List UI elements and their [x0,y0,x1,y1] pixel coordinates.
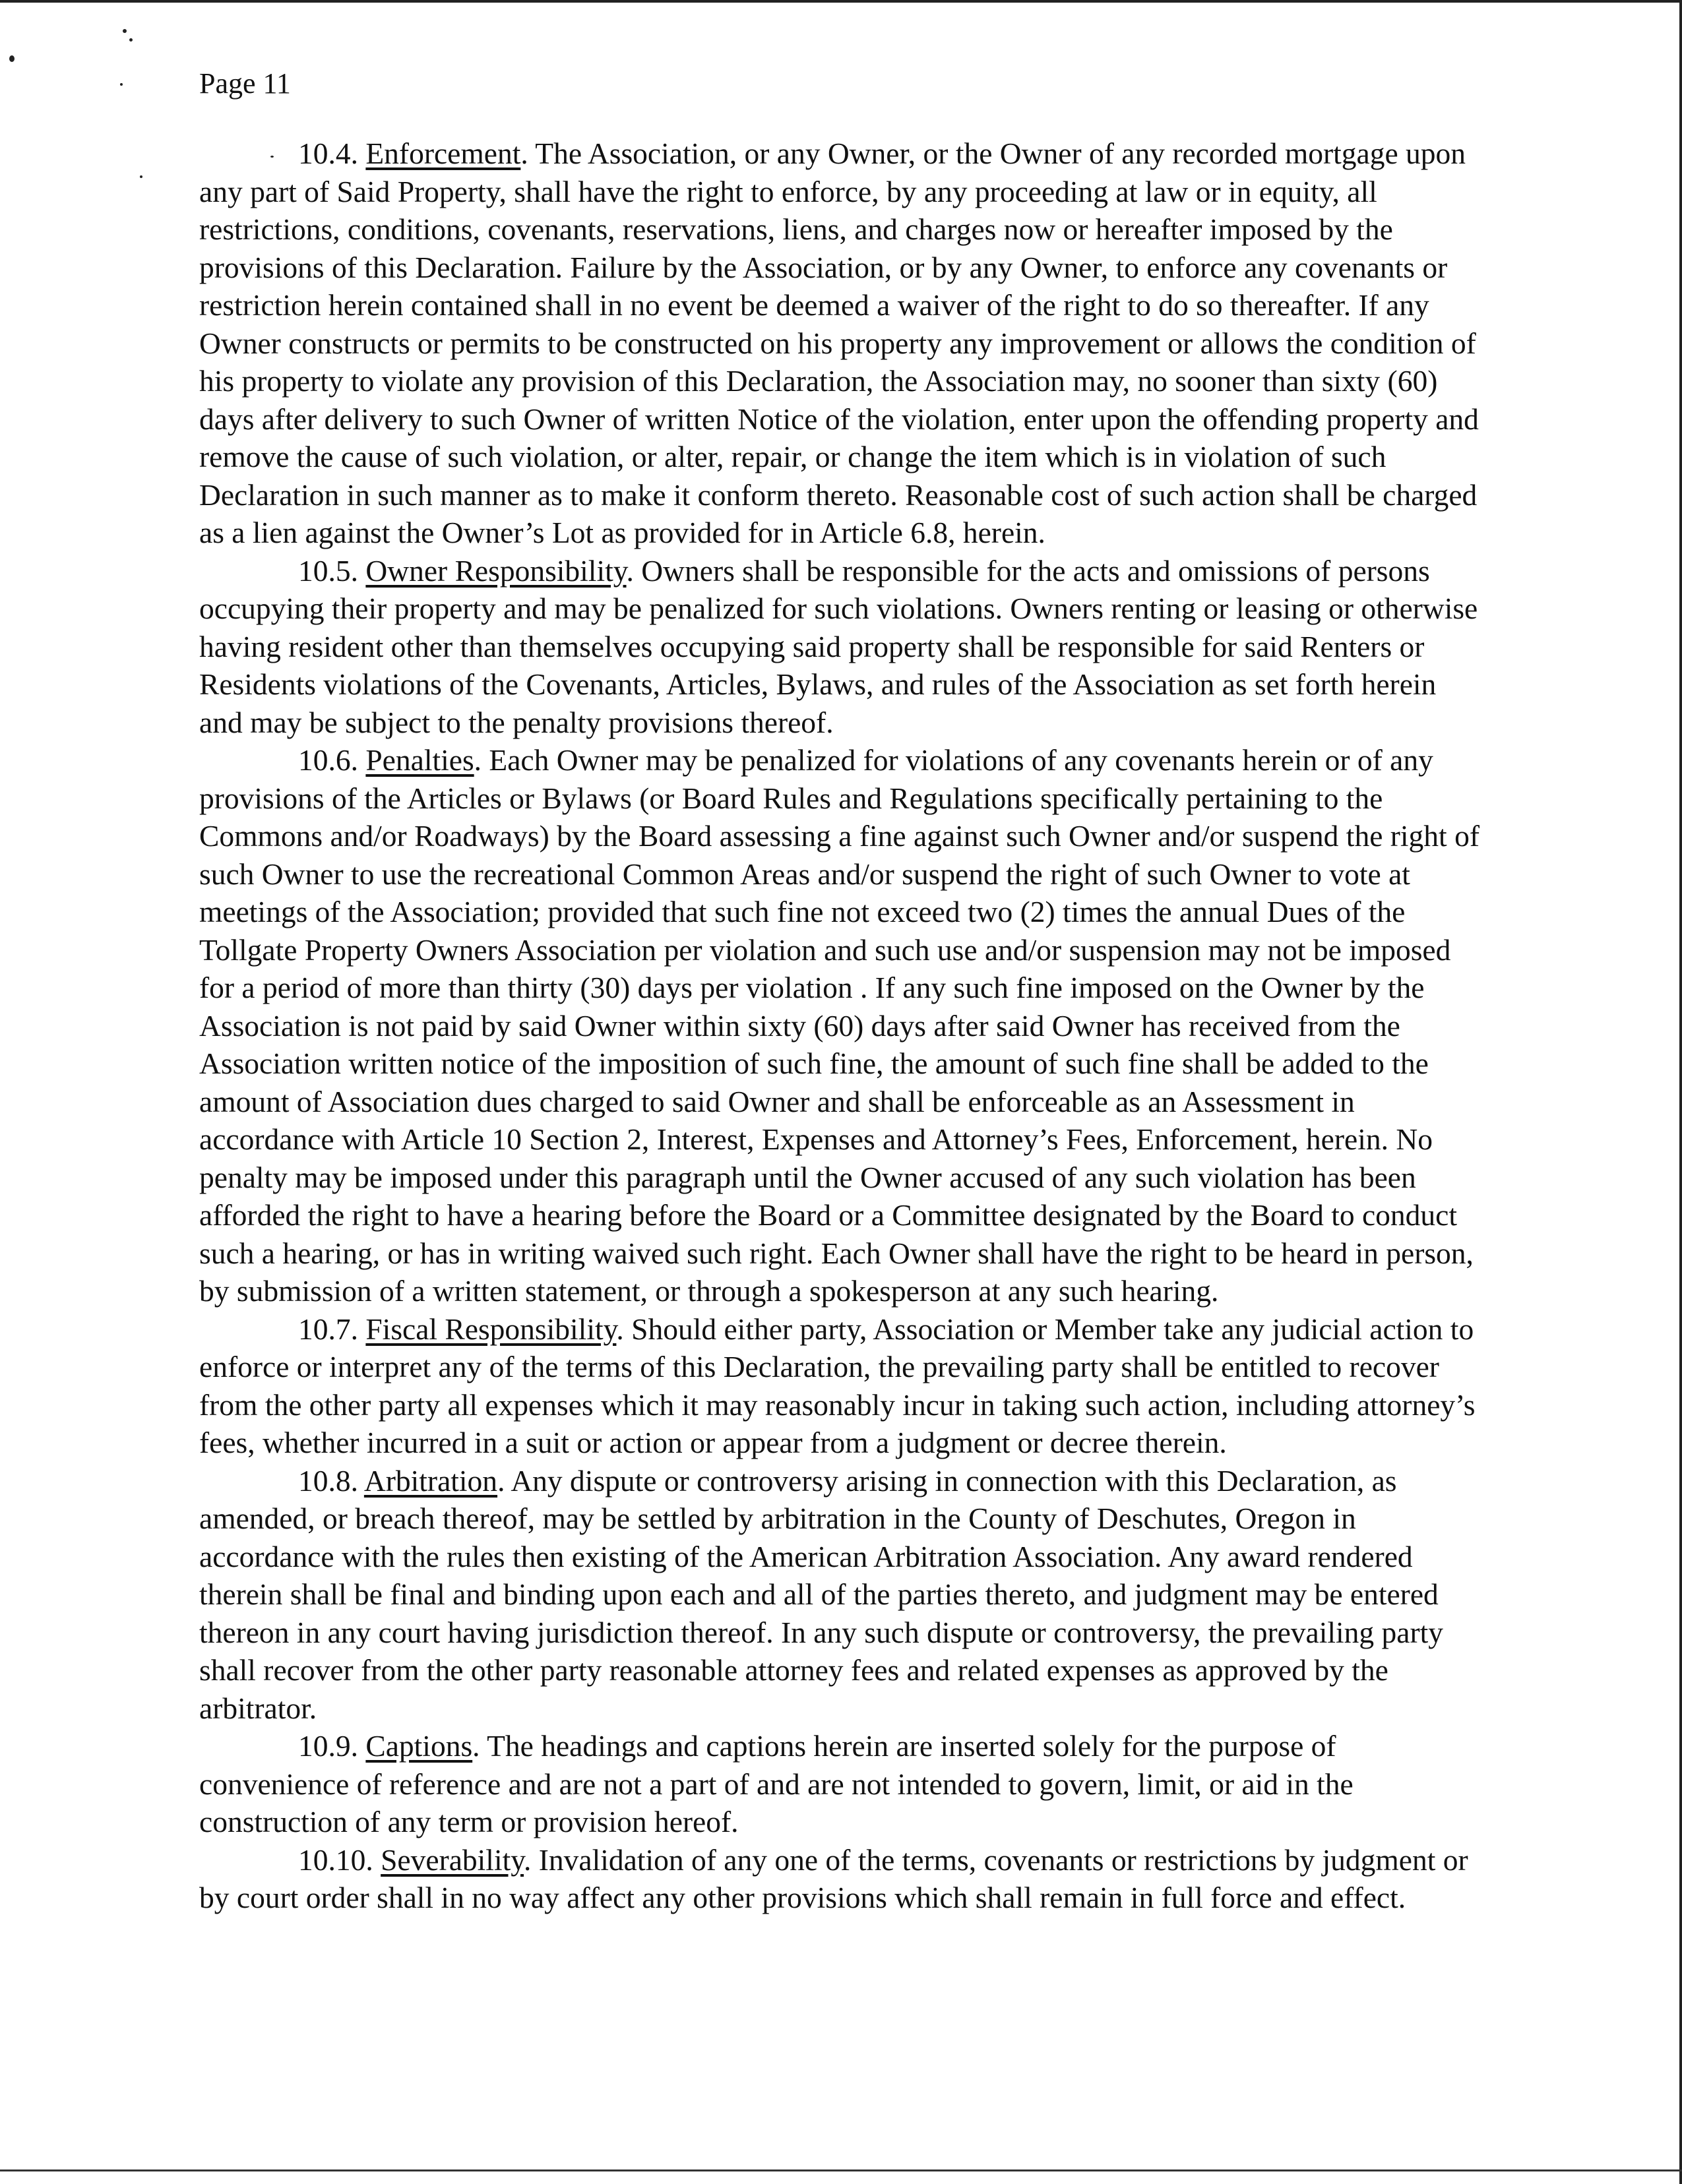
section-title: Captions [365,1729,473,1763]
section-penalties: 10.6. Penalties. Each Owner may be penalized for violations of any covenants herein or of any provisions of the Articles or Bylaws (or Board Rules and Regulations specifically pertaining to the Commons and/or Roadways) by the Board assessing a fine against such Owner and/or suspend the right of such Owner to use the recreational Common Areas and/or suspend the right of such Owner to vote at meetings of the Association; provided that such fine not exceed two (2) times the annual Dues of the Tollgate Property Owners Association per violation and such use and/or suspension may not be imposed for a period of more than thirty (30) days per violation . If any such fine imposed on the Owner by the Association is not paid by said Owner within sixty (60) days after said Owner has received from the Association written notice of the imposition of such fine, the amount of such fine shall be added to the amount of Association dues charged to said Owner and shall be enforceable as an Assessment in accordance with Article 10 Section 2, Interest, Expenses and Attorney’s Fees, Enforcement, herein. No penalty may be imposed under this paragraph until the Owner accused of any such violation has been afforded the right to have a hearing before the Board or a Committee designated by the Board to conduct such a hearing, or has in writing waived such right. Each Owner shall have the right to be heard in person, by submission of a written statement, or through a spokesperson at any such hearing. [199,743,1480,1308]
section-title: Severability [381,1842,524,1877]
scan-border-top [0,0,1682,3]
section-title: Arbitration [363,1463,498,1498]
section-body: Should either party, Association or Member take any judicial action to enforce or interpret any of the terms of this Declaration, the prevailing party shall be entitled to recover from the other party all expenses which it may reasonably incur in taking such action, including attorney’s fees, whether incurred in a suit or action or appear from a judgment or decree therein. [199,1312,1476,1459]
section-severability: 10.10. Severability. Invalidation of any one of the terms, covenants or restrictions by judgment or by court order shall in no way affect any other provisions which shall remain in full force and effect. [199,1842,1468,1914]
section-fiscal-responsibility: 10.7. Fiscal Responsibility. Should either party, Association or Member take any judicial action to enforce or interpret any of the terms of this Declaration, the prevailing party shall be entitled to recover from the other party all expenses which it may reasonably incur in taking such action, including attorney’s fees, whether incurred in a suit or action or appear from a judgment or decree therein. [199,1312,1476,1459]
section-arbitration: 10.8. Arbitration. Any dispute or controversy arising in connection with this Declaration, as amended, or breach thereof, may be settled by arbitration in the County of Deschutes, Oregon in accordance with the rules then existing of the American Arbitration Association. Any award rendered therein shall be final and binding upon each and all of the parties thereto, and judgment may be entered thereon in any court having jurisdiction thereof. In any such dispute or controversy, the prevailing party shall recover from the other party reasonable attorney fees and related expenses as approved by the arbitrator. [199,1463,1444,1725]
section-body: Invalidation of any one of the terms, covenants or restrictions by judgment or by court order shall in no way affect any other provisions which shall remain in full force and effect. [199,1842,1468,1914]
section-body: Each Owner may be penalized for violations of any covenants herein or of any provisions of the Articles or Bylaws (or Board Rules and Regulations specifically pertaining to the Commons and/or Roadways) by the Board assessing a fine against such Owner and/or suspend the right of such Owner to use the recreational Common Areas and/or suspend the right of such Owner to vote at meetings of the Association; provided that such fine not exceed two (2) times the annual Dues of the Tollgate Property Owners Association per violation and such use and/or suspension may not be imposed for a period of more than thirty (30) days per violation . If any such fine imposed on the Owner by the Association is not paid by said Owner within sixty (60) days after said Owner has received from the Association written notice of the imposition of such fine, the amount of such fine shall be added to the amount of Association dues charged to said Owner and shall be enforceable as an Assessment in accordance with Article 10 Section 2, Interest, Expenses and Attorney’s Fees, Enforcement, herein. No penalty may be imposed under this paragraph until the Owner accused of any such violation has been afforded the right to have a hearing before the Board or a Committee designated by the Board to conduct such a hearing, or has in writing waived such right. Each Owner shall have the right to be heard in person, by submission of a written statement, or through a spokesperson at any such hearing. [199,743,1480,1308]
scan-speck [123,29,127,33]
section-number: 10.5. [298,553,358,588]
section-body: The Association, or any Owner, or the Owner of any recorded mortgage upon any part of Said Property, shall have the right to enforce, by any proceeding at law or in equity, all restrictions, conditions, covenants, reservations, liens, and charges now or hereafter imposed by the provisions of this Declaration. Failure by the Association, or by any Owner, to enforce any covenants or restriction herein contained shall in no event be deemed a waiver of the right to do so thereafter. If any Owner constructs or permits to be constructed on his property any improvement or allows the condition of his property to violate any provision of this Declaration, the Association may, no sooner than sixty (60) days after delivery to such Owner of written Notice of the violation, enter upon the offending property and remove the cause of such violation, or alter, repair, or change the item which is in violation of such Declaration in such manner as to make it conform thereto. Reasonable cost of such action shall be charged as a lien against the Owner’s Lot as provided for in Article 6.8, herein. [199,136,1479,549]
section-body: Any dispute or controversy arising in connection with this Declaration, as amended, or breach thereof, may be settled by arbitration in the County of Deschutes, Oregon in accordance with the rules then existing of the American Arbitration Association. Any award rendered therein shall be final and binding upon each and all of the parties thereto, and judgment may be entered thereon in any court having jurisdiction thereof. In any such dispute or controversy, the prevailing party shall recover from the other party reasonable attorney fees and related expenses as approved by the arbitrator. [199,1463,1444,1725]
section-captions: 10.9. Captions. The headings and captions herein are inserted solely for the purpose of convenience of reference and are not a part of and are not intended to govern, limit, or aid in the construction of any term or provision hereof. [199,1729,1354,1838]
section-number: 10.7. [298,1312,358,1346]
page-number: Page 11 [199,67,291,100]
scan-speck [129,38,133,42]
section-body: The headings and captions herein are inserted solely for the purpose of convenience of reference and are not a part of and are not intended to govern, limit, or aid in the construction of any term or provision hereof. [199,1729,1354,1838]
section-number: 10.8. [298,1463,358,1498]
section-number: 10.4. [298,136,358,170]
section-number: 10.6. [298,743,358,777]
scan-speck [140,175,142,178]
section-number: 10.9. [298,1729,358,1763]
section-title: Owner Responsibility [365,553,627,588]
scan-border-right [1679,0,1682,2184]
section-enforcement: 10.4. Enforcement. The Association, or any Owner, or the Owner of any recorded mortgage upon any part of Said Property, shall have the right to enforce, by any proceeding at law or in equity, all restrictions, conditions, covenants, reservations, liens, and charges now or hereafter imposed by the provisions of this Declaration. Failure by the Association, or by any Owner, to enforce any covenants or restriction herein contained shall in no event be deemed a waiver of the right to do so thereafter. If any Owner constructs or permits to be constructed on his property any improvement or allows the condition of his property to violate any provision of this Declaration, the Association may, no sooner than sixty (60) days after delivery to such Owner of written Notice of the violation, enter upon the offending property and remove the cause of such violation, or alter, repair, or change the item which is in violation of such Declaration in such manner as to make it conform thereto. Reasonable cost of such action shall be charged as a lien against the Owner’s Lot as provided for in Article 6.8, herein. [199,136,1479,549]
scan-speck [9,55,15,62]
section-owner-responsibility: 10.5. Owner Responsibility. Owners shall be responsible for the acts and omissions of persons occupying their property and may be penalized for such violations. Owners renting or leasing or otherwise having resident other than themselves occupying said property shall be responsible for said Renters or Residents violations of the Covenants, Articles, Bylaws, and rules of the Association as set forth herein and may be subject to the penalty provisions thereof. [199,553,1478,739]
section-title: Penalties [365,743,474,777]
section-title: Fiscal Responsibility [365,1312,617,1346]
section-title: Enforcement [365,136,521,170]
scan-speck [120,83,123,86]
section-body: Owners shall be responsible for the acts and omissions of persons occupying their property and may be penalized for such violations. Owners renting or leasing or otherwise having resident other than themselves occupying said property shall be responsible for said Renters or Residents violations of the Covenants, Articles, Bylaws, and rules of the Association as set forth herein and may be subject to the penalty provisions thereof. [199,553,1478,739]
document-body [199,135,1484,1917]
scan-border-bottom [0,2169,1682,2171]
section-number: 10.10. [298,1842,373,1877]
